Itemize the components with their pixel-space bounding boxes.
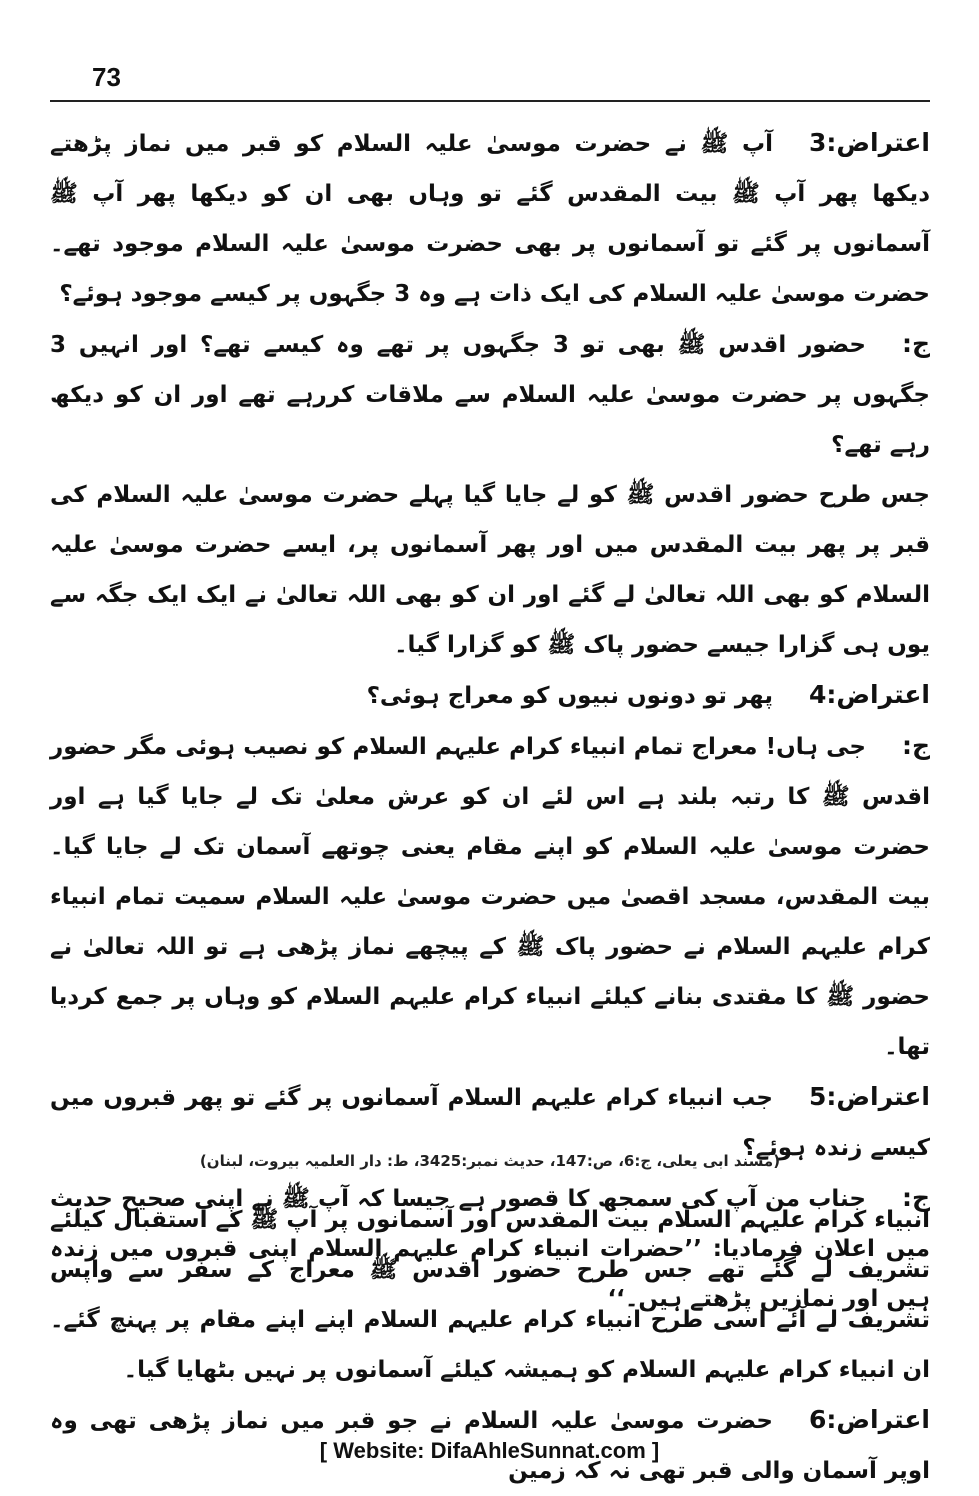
objection-4-label: اعتراض:4 [808,680,930,709]
objection-5-text: جب انبیاء کرام علیہم السلام آسمانوں پر گئے تو پھر قبروں میں کیسے زندہ ہوئے؟ [50,1085,930,1161]
main-content [50,118,930,1324]
answer-3-continuation [50,470,930,670]
answer-3-label: ج: [901,329,930,358]
objection-6-text: حضرت موسیٰ علیہ السلام نے جو قبر میں نماز پڑھی تھی وہ اوپر آسمان والی قبر تھی نہ کہ زمین [50,1408,930,1484]
objection-3 [50,118,930,319]
answer-4-label: ج: [901,731,930,760]
page-number: 73 [92,62,121,92]
website-footer: [ Website: DifaAhleSunnat.com ] [319,1438,660,1463]
answer-4 [50,721,930,1072]
answer-3-text: حضور اقدس ﷺ بھی تو 3 جگہوں پر تھے وہ کیسے تھے؟ اور انہیں 3 جگہوں پر حضرت موسیٰ علیہ السلام سے ملاقات کررہے تھے اور ان کو دیکھ رہے تھے؟ [50,332,930,458]
closing-paragraph [50,1195,930,1395]
objection-5-label: اعتراض:5 [808,1082,930,1111]
hadith-citation: (مسند ابی یعلی، ج:6، ص:147، حدیث نمبر:3425، ط: دار العلمیہ بیروت، لبنان) [199,1152,781,1170]
objection-6-label: اعتراض:6 [808,1405,930,1434]
closing-text: انبیاء کرام علیہم السلام بیت المقدس اور آسمانوں پر آپ ﷺ کے استقبال کیلئے تشریف لے گئے تھے جس طرح حضور اقدس ﷺ معراج کے سفر سے واپس تشریف لے آئے اسی طرح انبیاء کرام علیہم السلام اپنے اپنے مقام پر پہنچ گئے۔ ان انبیاء کرام علیہم السلام کو ہمیشہ کیلئے آسمانوں پر نہیں بٹھایا گیا۔ [50,1207,930,1383]
answer-5-text: جناب من آپ کی سمجھ کا قصور ہے جیسا کہ آپ ﷺ نے اپنی صحیح حدیث میں اعلان فرمادیا: ’’حضرات انبیاء کرام علیہم السلام اپنی قبروں میں زندہ ہیں اور نمازیں پڑھتے ہیں۔‘‘ [50,1186,930,1312]
answer-4-text: جی ہاں! معراج تمام انبیاء کرام علیہم السلام کو نصیب ہوئی مگر حضور اقدس ﷺ کا رتبہ بلند ہے اس لئے ان کو عرش معلیٰ تک لے جایا گیا ہے اور حضرت موسیٰ علیہ السلام کو اپنے مقام یعنی چوتھے آسمان تک لے جایا گیا۔ بیت المقدس، مسجد اقصیٰ میں حضرت موسیٰ علیہ السلام سمیت تمام انبیاء کرام علیہم السلام نے حضور پاک ﷺ کے پیچھے نماز پڑھی ہے تو اللہ تعالیٰ نے حضور ﷺ کا مقتدی بنانے کیلئے انبیاء کرام علیہم السلام کو وہاں پر جمع کردیا تھا۔ [50,734,930,1060]
header-rule [50,100,930,102]
objection-3-text: آپ ﷺ نے حضرت موسیٰ علیہ السلام کو قبر میں نماز پڑھتے دیکھا پھر آپ ﷺ بیت المقدس گئے تو وہاں بھی ان کو دیکھا پھر آپ ﷺ آسمانوں پر گئے تو آسمانوں پر بھی حضرت موسیٰ علیہ السلام موجود تھے۔ حضرت موسیٰ علیہ السلام کی ایک ذات ہے وہ 3 جگہوں پر کیسے موجود ہوئے؟ [50,131,930,307]
answer-3-text-2: جس طرح حضور اقدس ﷺ کو لے جایا گیا پہلے حضرت موسیٰ علیہ السلام کی قبر پر پھر بیت المقدس میں اور پھر آسمانوں پر، ایسے حضرت موسیٰ علیہ السلام کو بھی اللہ تعالیٰ لے گئے اور ان کو بھی اللہ تعالیٰ نے ایک ایک جگہ سے یوں ہی گزارا جیسے حضور پاک ﷺ کو گزارا گیا۔ [50,482,930,658]
answer-5-label: ج: [901,1183,930,1212]
objection-3-label: اعتراض:3 [808,128,930,157]
objection-4-text: پھر تو دونوں نبیوں کو معراج ہوئی؟ [366,683,773,709]
answer-3 [50,319,930,470]
objection-4 [50,670,930,721]
